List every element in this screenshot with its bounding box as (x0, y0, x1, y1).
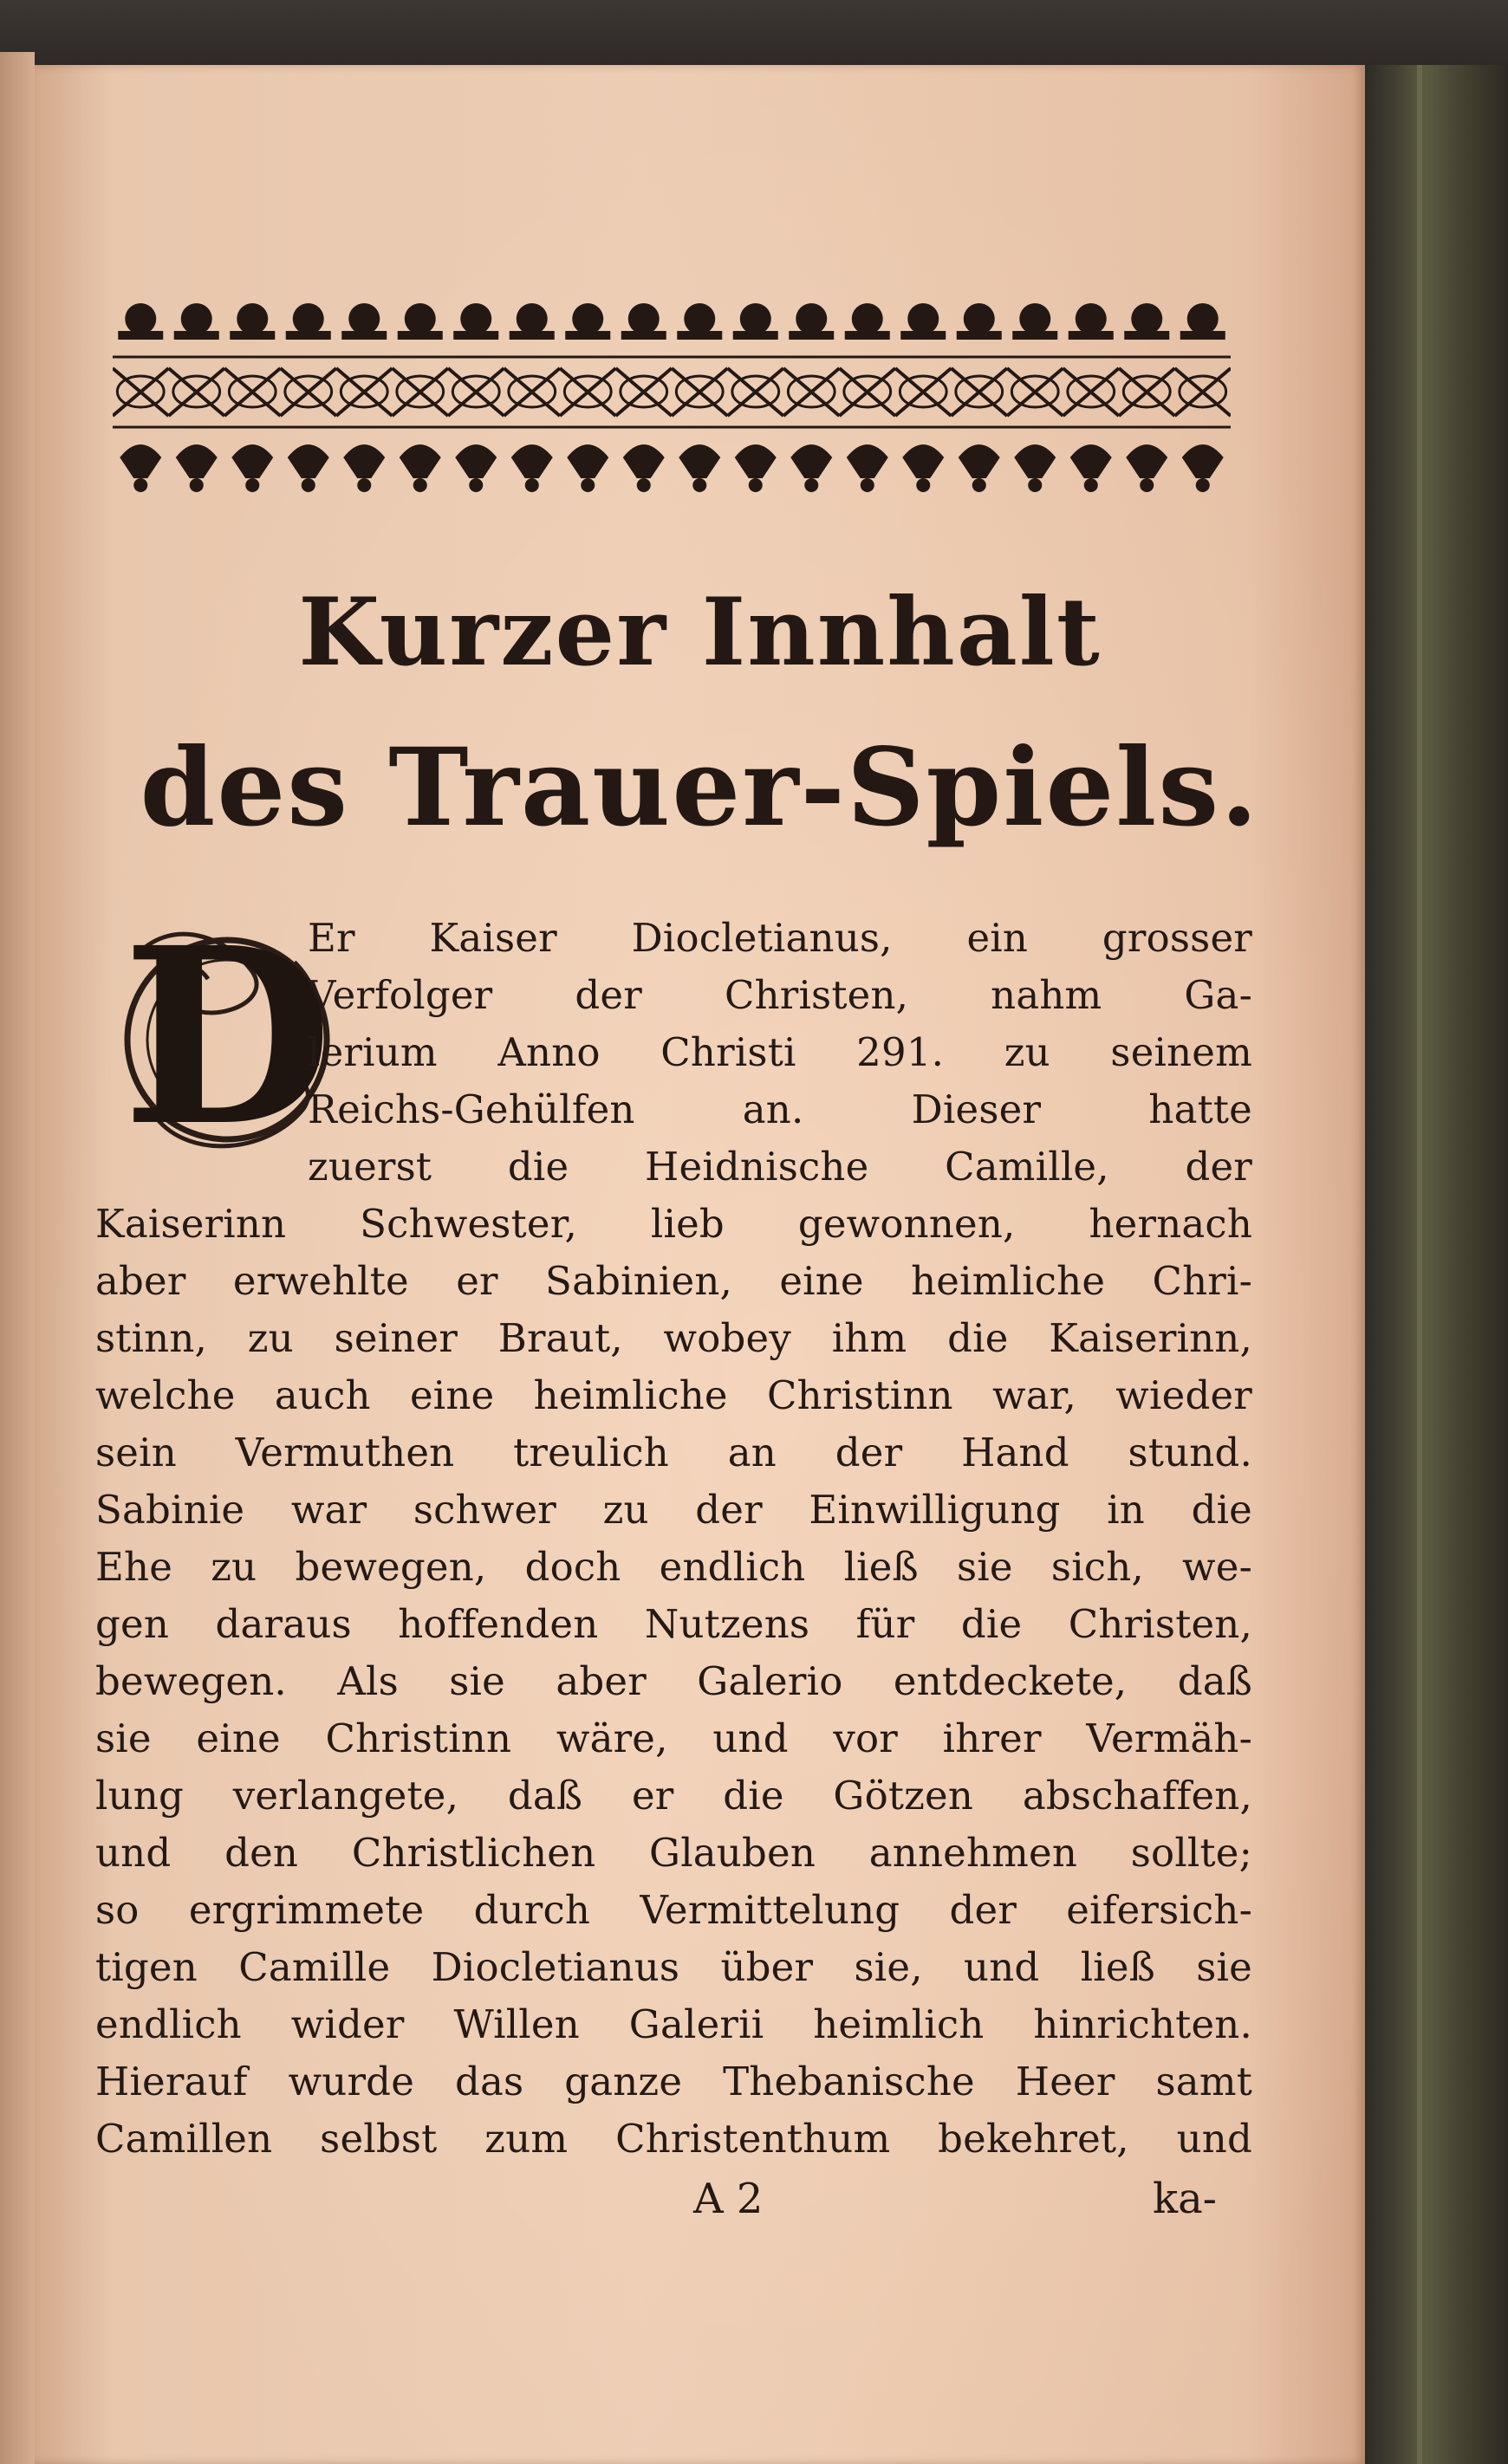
text-line: Reichs-Gehülfen an. Dieser hatte (308, 1086, 1252, 1132)
text-line: Verfolger der Christen, nahm Ga- (308, 972, 1252, 1018)
body-text (35, 65, 1365, 2464)
signature-mark: A 2 (693, 2175, 764, 2223)
text-line: gen daraus hoffenden Nutzens für die Christen, (95, 1601, 1252, 1647)
text-line: Camillen selbst zum Christenthum bekehret, und (95, 2116, 1252, 2162)
text-line: endlich wider Willen Galerii heimlich hinrichten. (95, 2001, 1252, 2047)
previous-page-edge (0, 52, 35, 2464)
text-line: welche auch eine heimliche Christinn war, wieder (95, 1372, 1252, 1418)
text-line: Hierauf wurde das ganze Thebanische Heer samt (95, 2059, 1252, 2104)
text-line: zuerst die Heidnische Camille, der (308, 1144, 1252, 1190)
text-line: sein Vermuthen treulich an der Hand stund. (95, 1430, 1252, 1475)
book-binding (1365, 65, 1508, 2464)
text-line: tigen Camille Diocletianus über sie, und ließ sie (95, 1944, 1252, 1990)
page-title: Kurzer Innhalt (298, 578, 1102, 687)
text-line: Er Kaiser Diocletianus, ein grosser (308, 915, 1252, 961)
drop-cap-letter: D (122, 895, 333, 1180)
text-line: stinn, zu seiner Braut, wobey ihm die Kaiserinn, (95, 1315, 1252, 1361)
text-line: aber erwehlte er Sabinien, eine heimliche Chri- (95, 1258, 1252, 1304)
book-page (35, 65, 1365, 2464)
text-line: sie eine Christinn wäre, und vor ihrer Vermäh- (95, 1715, 1252, 1761)
text-line: bewegen. Als sie aber Galerio entdeckete, daß (95, 1658, 1252, 1704)
text-line: lung verlangete, daß er die Götzen abschaffen, (95, 1773, 1252, 1819)
text-line: und den Christlichen Glauben annehmen sollte; (95, 1830, 1252, 1876)
page-footer (35, 2170, 1365, 2231)
text-line: Kaiserinn Schwester, lieb gewonnen, hernach (95, 1201, 1252, 1247)
text-line: Sabinie war schwer zu der Einwilligung in die (95, 1487, 1252, 1533)
text-line: Ehe zu bewegen, doch endlich ließ sie sich, we- (95, 1544, 1252, 1590)
text-line: lerium Anno Christi 291. zu seinem (308, 1029, 1252, 1075)
text-line: so ergrimmete durch Vermittelung der eifersich- (95, 1887, 1252, 1933)
page-subtitle: des Trauer-Spiels. (140, 725, 1260, 851)
catchword: ka- (1153, 2175, 1217, 2223)
